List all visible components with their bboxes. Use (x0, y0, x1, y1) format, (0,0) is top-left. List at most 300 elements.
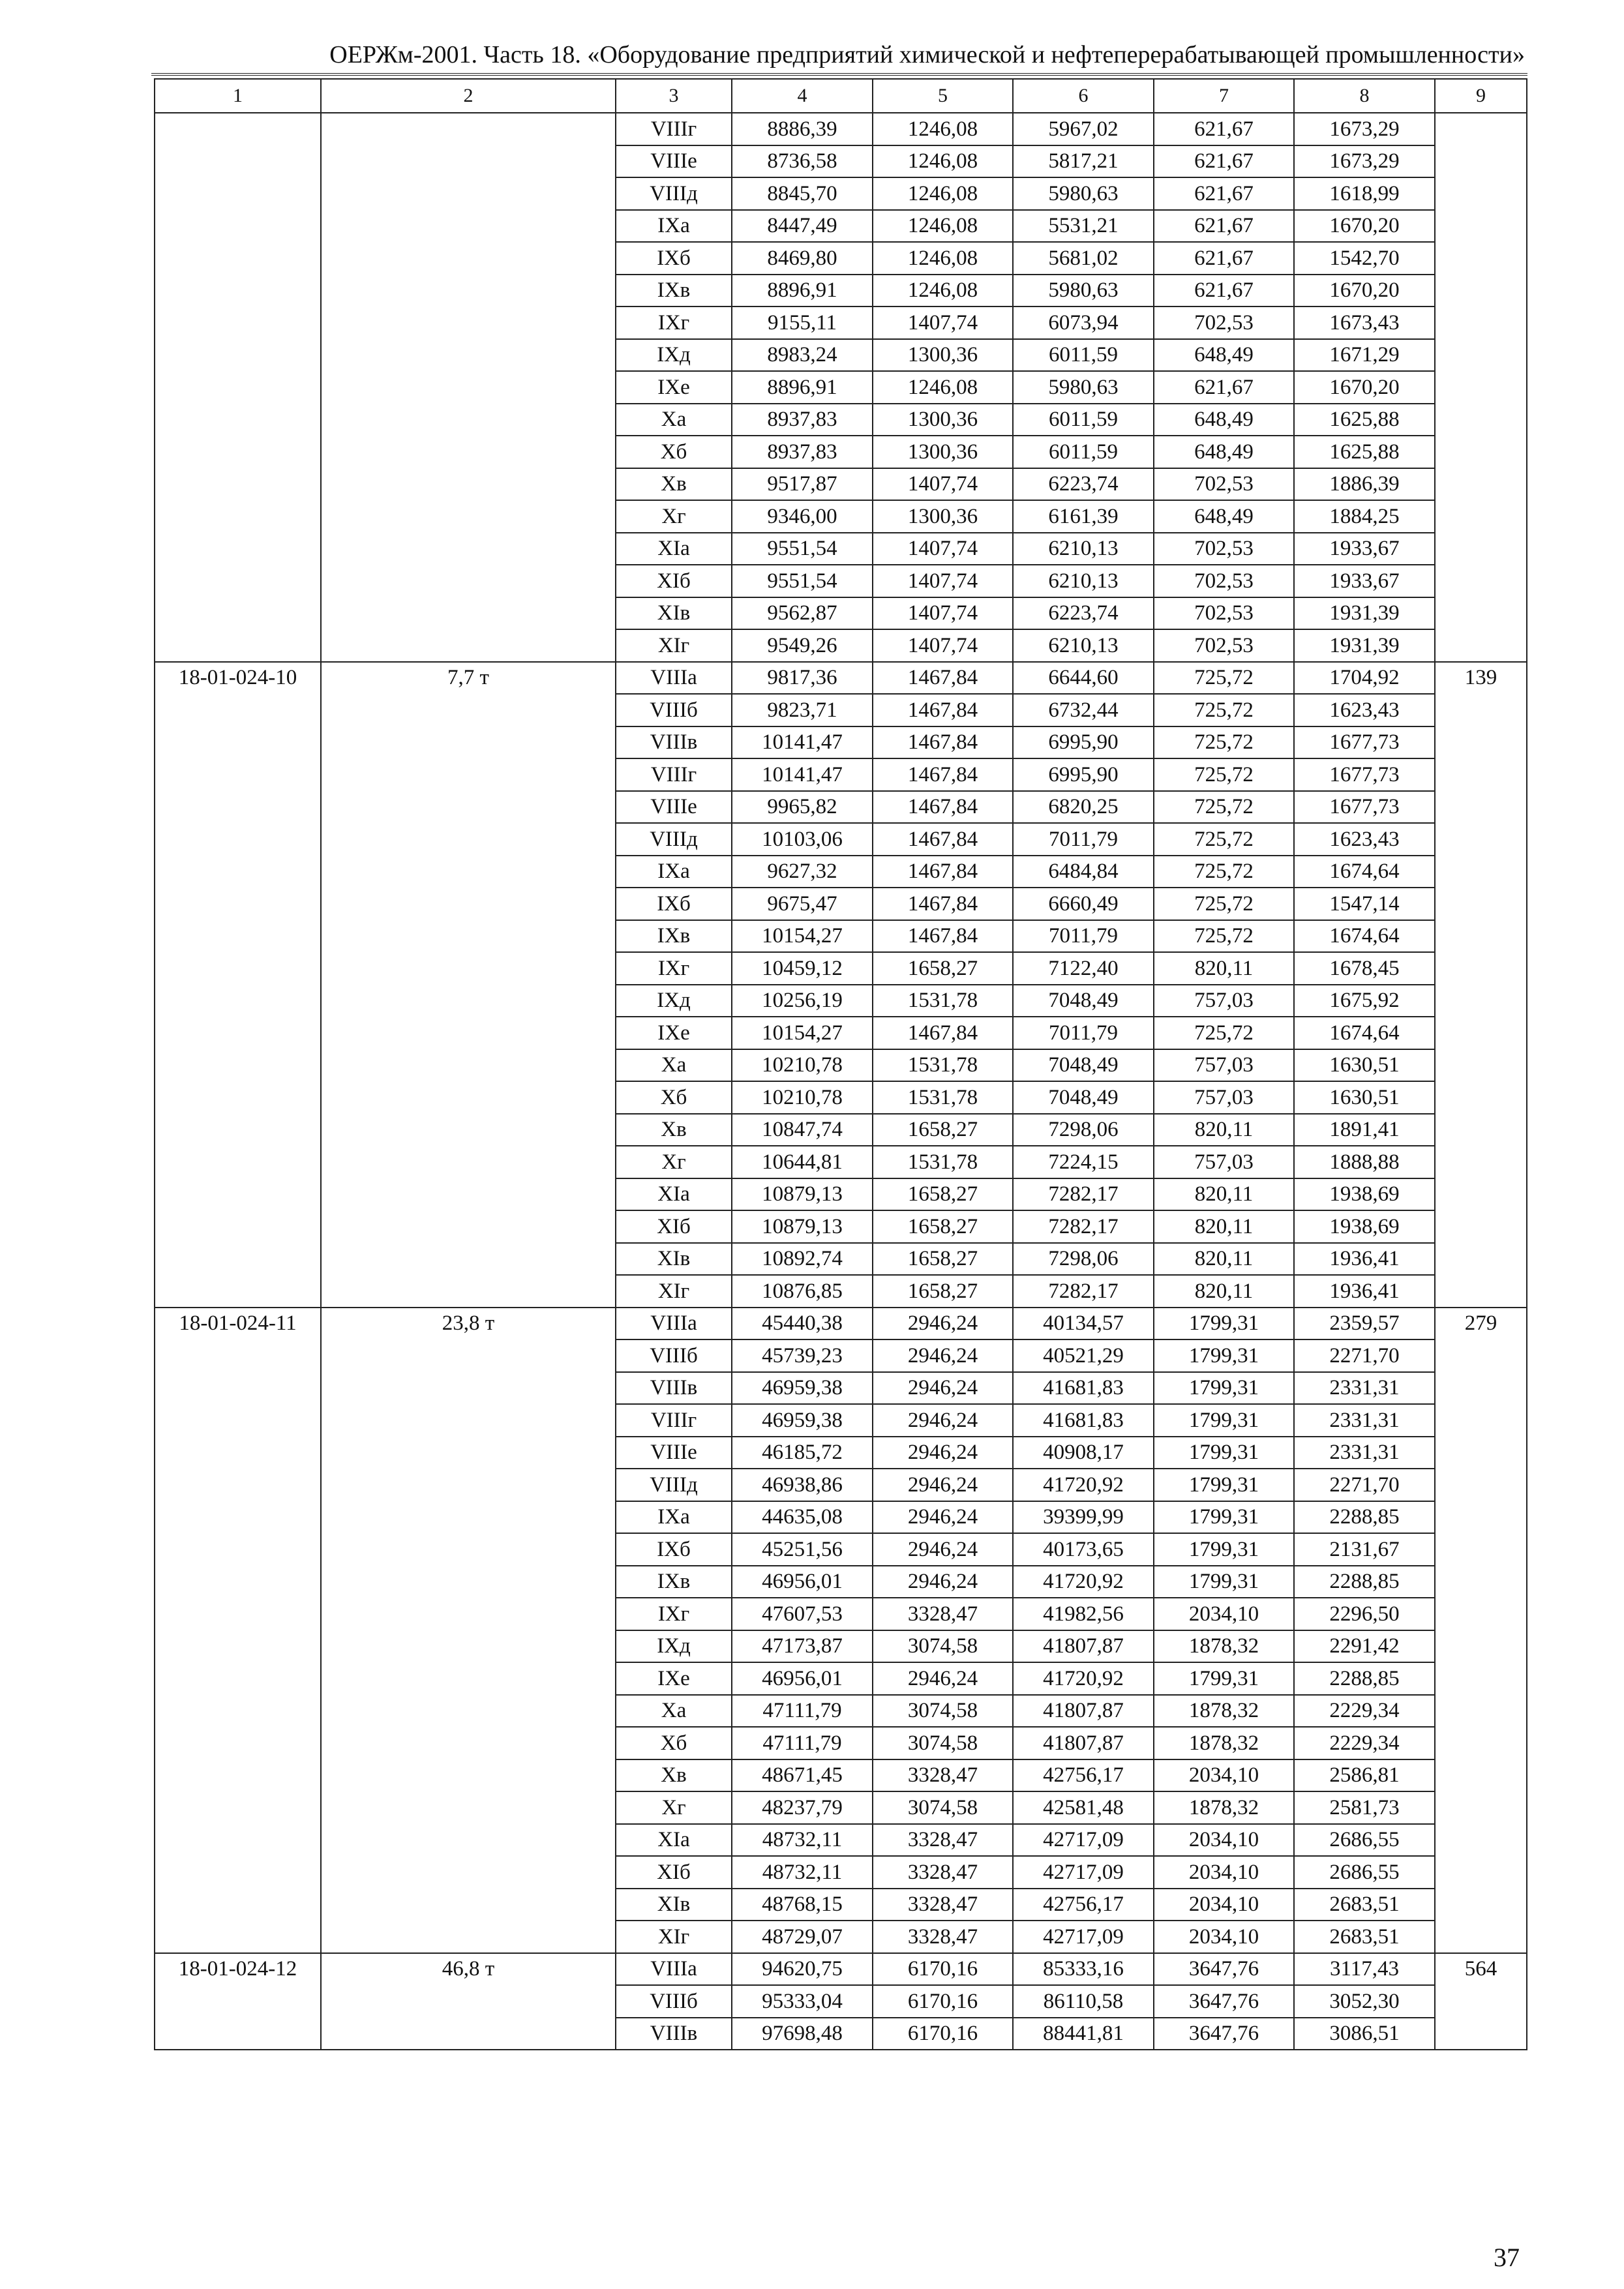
materials-cell: 1625,88 (1294, 404, 1435, 436)
category-cell: IXа (616, 210, 732, 243)
machinist-wages-cell: 1878,32 (1154, 1630, 1294, 1663)
machinist-wages-cell: 725,72 (1154, 856, 1294, 888)
total-cost-cell: 8983,24 (732, 339, 873, 372)
category-cell: XIг (616, 1275, 732, 1308)
machinist-wages-cell: 702,53 (1154, 468, 1294, 501)
machines-cell: 6223,74 (1013, 468, 1154, 501)
machines-cell: 6161,39 (1013, 500, 1154, 533)
category-cell: XIб (616, 565, 732, 597)
wages-cell: 3328,47 (873, 1889, 1013, 1921)
machines-cell: 6484,84 (1013, 856, 1154, 888)
total-cost-cell: 48732,11 (732, 1856, 873, 1889)
machines-cell: 7048,49 (1013, 1049, 1154, 1082)
machines-cell: 7224,15 (1013, 1146, 1154, 1178)
machines-cell: 6660,49 (1013, 888, 1154, 920)
machines-cell: 86110,58 (1013, 1985, 1154, 2018)
category-cell: VIIIд (616, 177, 732, 210)
wages-cell: 1407,74 (873, 468, 1013, 501)
total-cost-cell: 48729,07 (732, 1921, 873, 1953)
wages-cell: 3074,58 (873, 1727, 1013, 1759)
materials-cell: 1933,67 (1294, 533, 1435, 565)
materials-cell: 1671,29 (1294, 339, 1435, 372)
materials-cell: 2288,85 (1294, 1566, 1435, 1598)
materials-cell: 2331,31 (1294, 1437, 1435, 1469)
materials-cell: 1673,29 (1294, 145, 1435, 178)
mass-cell: 46,8 т (321, 1953, 616, 2050)
materials-cell: 1542,70 (1294, 242, 1435, 275)
materials-cell: 1888,88 (1294, 1146, 1435, 1178)
machinist-wages-cell: 725,72 (1154, 791, 1294, 824)
machines-cell: 7011,79 (1013, 823, 1154, 856)
materials-cell: 2288,85 (1294, 1501, 1435, 1534)
machinist-wages-cell: 621,67 (1154, 210, 1294, 243)
total-cost-cell: 45251,56 (732, 1533, 873, 1566)
materials-cell: 1673,43 (1294, 307, 1435, 339)
machines-cell: 7282,17 (1013, 1275, 1154, 1308)
machinist-wages-cell: 621,67 (1154, 177, 1294, 210)
machinist-wages-cell: 820,11 (1154, 1210, 1294, 1243)
column-header: 6 (1013, 79, 1154, 113)
category-cell: VIIIе (616, 791, 732, 824)
wages-cell: 1467,84 (873, 662, 1013, 695)
machines-cell: 5531,21 (1013, 210, 1154, 243)
category-cell: Xа (616, 1695, 732, 1728)
category-cell: VIIIб (616, 1339, 732, 1372)
materials-cell: 1670,20 (1294, 210, 1435, 243)
machines-cell: 41681,83 (1013, 1404, 1154, 1437)
column-header: 2 (321, 79, 616, 113)
total-cost-cell: 48237,79 (732, 1791, 873, 1824)
materials-cell: 1674,64 (1294, 920, 1435, 953)
machines-cell: 88441,81 (1013, 2018, 1154, 2050)
wages-cell: 2946,24 (873, 1469, 1013, 1501)
total-cost-cell: 10103,06 (732, 823, 873, 856)
wages-cell: 1300,36 (873, 339, 1013, 372)
machines-cell: 41982,56 (1013, 1598, 1154, 1630)
wages-cell: 1246,08 (873, 113, 1013, 145)
machinist-wages-cell: 702,53 (1154, 533, 1294, 565)
category-cell: IXг (616, 952, 732, 985)
total-cost-cell: 10256,19 (732, 985, 873, 1017)
total-cost-cell: 8896,91 (732, 371, 873, 404)
materials-cell: 1677,73 (1294, 726, 1435, 759)
materials-cell: 2296,50 (1294, 1598, 1435, 1630)
machines-cell: 41807,87 (1013, 1695, 1154, 1728)
machinist-wages-cell: 725,72 (1154, 726, 1294, 759)
machinist-wages-cell: 2034,10 (1154, 1856, 1294, 1889)
wages-cell: 1407,74 (873, 533, 1013, 565)
machinist-wages-cell: 648,49 (1154, 500, 1294, 533)
machinist-wages-cell: 702,53 (1154, 597, 1294, 630)
materials-cell: 2581,73 (1294, 1791, 1435, 1824)
category-cell: VIIIг (616, 1404, 732, 1437)
wages-cell: 1467,84 (873, 1017, 1013, 1049)
machines-cell: 7298,06 (1013, 1114, 1154, 1146)
wages-cell: 1467,84 (873, 726, 1013, 759)
machines-cell: 5681,02 (1013, 242, 1154, 275)
materials-cell: 1547,14 (1294, 888, 1435, 920)
materials-cell: 1936,41 (1294, 1243, 1435, 1276)
machines-cell: 5980,63 (1013, 371, 1154, 404)
machinist-wages-cell: 1799,31 (1154, 1372, 1294, 1405)
machinist-wages-cell: 2034,10 (1154, 1759, 1294, 1792)
total-cost-cell: 8896,91 (732, 275, 873, 307)
machines-cell: 5817,21 (1013, 145, 1154, 178)
category-cell: XIв (616, 1243, 732, 1276)
machines-cell: 7011,79 (1013, 920, 1154, 953)
category-cell: IXб (616, 1533, 732, 1566)
machines-cell: 85333,16 (1013, 1953, 1154, 1986)
wages-cell: 2946,24 (873, 1339, 1013, 1372)
wages-cell: 1467,84 (873, 694, 1013, 726)
total-cost-cell: 9817,36 (732, 662, 873, 695)
document-title: ОЕРЖм-2001. Часть 18. «Оборудование предприятий химической и нефтеперерабатывающей промышленности» (329, 41, 1525, 68)
wages-cell: 3328,47 (873, 1921, 1013, 1953)
machines-cell: 7122,40 (1013, 952, 1154, 985)
category-cell: VIIIе (616, 145, 732, 178)
wages-cell: 1658,27 (873, 1210, 1013, 1243)
machinist-wages-cell: 3647,76 (1154, 2018, 1294, 2050)
wages-cell: 3074,58 (873, 1630, 1013, 1663)
category-cell: XIг (616, 629, 732, 662)
wages-cell: 1467,84 (873, 791, 1013, 824)
wages-cell: 1467,84 (873, 920, 1013, 953)
running-header (151, 38, 1527, 76)
table-row (155, 1308, 1527, 1340)
category-cell: VIIIг (616, 758, 732, 791)
category-cell: Xг (616, 1146, 732, 1178)
category-cell: IXб (616, 242, 732, 275)
machines-cell: 5980,63 (1013, 275, 1154, 307)
total-cost-cell: 47607,53 (732, 1598, 873, 1630)
total-cost-cell: 44635,08 (732, 1501, 873, 1534)
materials-cell: 2359,57 (1294, 1308, 1435, 1340)
machines-cell: 39399,99 (1013, 1501, 1154, 1534)
materials-cell: 1933,67 (1294, 565, 1435, 597)
machinist-wages-cell: 820,11 (1154, 1243, 1294, 1276)
category-cell: XIа (616, 1824, 732, 1857)
column-number-row (155, 79, 1527, 113)
machines-cell: 42581,48 (1013, 1791, 1154, 1824)
wages-cell: 3074,58 (873, 1695, 1013, 1728)
total-cost-cell: 9517,87 (732, 468, 873, 501)
total-cost-cell: 47111,79 (732, 1695, 873, 1728)
category-cell: Xб (616, 436, 732, 468)
category-cell: VIIIд (616, 1469, 732, 1501)
machinist-wages-cell: 820,11 (1154, 1114, 1294, 1146)
labor-cost-cell: 279 (1435, 1308, 1527, 1953)
machines-cell: 7048,49 (1013, 985, 1154, 1017)
category-cell: Xг (616, 1791, 732, 1824)
category-cell: Xа (616, 404, 732, 436)
category-cell: XIб (616, 1210, 732, 1243)
machines-cell: 6011,59 (1013, 339, 1154, 372)
materials-cell: 2683,51 (1294, 1889, 1435, 1921)
machinist-wages-cell: 1799,31 (1154, 1437, 1294, 1469)
materials-cell: 1618,99 (1294, 177, 1435, 210)
wages-cell: 6170,16 (873, 2018, 1013, 2050)
machinist-wages-cell: 725,72 (1154, 694, 1294, 726)
total-cost-cell: 45739,23 (732, 1339, 873, 1372)
total-cost-cell: 8937,83 (732, 404, 873, 436)
materials-cell: 2271,70 (1294, 1339, 1435, 1372)
wages-cell: 1246,08 (873, 371, 1013, 404)
table-row (155, 1953, 1527, 1986)
category-cell: Xб (616, 1081, 732, 1114)
wages-cell: 1658,27 (873, 1243, 1013, 1276)
materials-cell: 1674,64 (1294, 1017, 1435, 1049)
wages-cell: 1467,84 (873, 888, 1013, 920)
machinist-wages-cell: 1878,32 (1154, 1791, 1294, 1824)
wages-cell: 1467,84 (873, 823, 1013, 856)
machines-cell: 6011,59 (1013, 404, 1154, 436)
machines-cell: 6073,94 (1013, 307, 1154, 339)
machines-cell: 42717,09 (1013, 1824, 1154, 1857)
machines-cell: 42756,17 (1013, 1889, 1154, 1921)
table-body (155, 113, 1527, 2050)
category-cell: VIIIа (616, 1308, 732, 1340)
total-cost-cell: 9627,32 (732, 856, 873, 888)
machinist-wages-cell: 757,03 (1154, 1146, 1294, 1178)
total-cost-cell: 48671,45 (732, 1759, 873, 1792)
column-header: 5 (873, 79, 1013, 113)
materials-cell: 3052,30 (1294, 1985, 1435, 2018)
total-cost-cell: 9155,11 (732, 307, 873, 339)
category-cell: VIIIб (616, 1985, 732, 2018)
category-cell: VIIIв (616, 726, 732, 759)
category-cell: VIIIа (616, 662, 732, 695)
machinist-wages-cell: 1799,31 (1154, 1339, 1294, 1372)
total-cost-cell: 46959,38 (732, 1404, 873, 1437)
machinist-wages-cell: 820,11 (1154, 1178, 1294, 1211)
wages-cell: 2946,24 (873, 1404, 1013, 1437)
column-header: 1 (155, 79, 321, 113)
materials-cell: 2291,42 (1294, 1630, 1435, 1663)
machinist-wages-cell: 757,03 (1154, 1049, 1294, 1082)
machines-cell: 40521,29 (1013, 1339, 1154, 1372)
machinist-wages-cell: 3647,76 (1154, 1985, 1294, 2018)
total-cost-cell: 45440,38 (732, 1308, 873, 1340)
mass-cell: 7,7 т (321, 662, 616, 1308)
category-cell: Xв (616, 1114, 732, 1146)
total-cost-cell: 48768,15 (732, 1889, 873, 1921)
machinist-wages-cell: 1799,31 (1154, 1308, 1294, 1340)
wages-cell: 1246,08 (873, 242, 1013, 275)
category-cell: IXв (616, 1566, 732, 1598)
machinist-wages-cell: 702,53 (1154, 565, 1294, 597)
category-cell: IXд (616, 985, 732, 1017)
machines-cell: 40908,17 (1013, 1437, 1154, 1469)
machinist-wages-cell: 725,72 (1154, 758, 1294, 791)
category-cell: Xа (616, 1049, 732, 1082)
materials-cell: 2331,31 (1294, 1404, 1435, 1437)
machines-cell: 7298,06 (1013, 1243, 1154, 1276)
total-cost-cell: 10876,85 (732, 1275, 873, 1308)
materials-cell: 1938,69 (1294, 1210, 1435, 1243)
total-cost-cell: 10459,12 (732, 952, 873, 985)
materials-cell: 2271,70 (1294, 1469, 1435, 1501)
wages-cell: 2946,24 (873, 1372, 1013, 1405)
wages-cell: 1658,27 (873, 1275, 1013, 1308)
category-cell: VIIIв (616, 1372, 732, 1405)
table-row (155, 113, 1527, 145)
price-table (154, 78, 1527, 2050)
materials-cell: 2686,55 (1294, 1856, 1435, 1889)
machinist-wages-cell: 621,67 (1154, 275, 1294, 307)
machinist-wages-cell: 725,72 (1154, 888, 1294, 920)
machinist-wages-cell: 725,72 (1154, 1017, 1294, 1049)
labor-cost-cell: 564 (1435, 1953, 1527, 2050)
machines-cell: 41720,92 (1013, 1662, 1154, 1695)
table-row (155, 662, 1527, 695)
total-cost-cell: 9346,00 (732, 500, 873, 533)
total-cost-cell: 8447,49 (732, 210, 873, 243)
materials-cell: 1670,20 (1294, 371, 1435, 404)
category-cell: Xг (616, 500, 732, 533)
wages-cell: 1531,78 (873, 1049, 1013, 1082)
materials-cell: 1886,39 (1294, 468, 1435, 501)
norm-code-cell: 18-01-024-10 (155, 662, 321, 1308)
materials-cell: 1673,29 (1294, 113, 1435, 145)
machinist-wages-cell: 820,11 (1154, 1275, 1294, 1308)
labor-cost-cell: 139 (1435, 662, 1527, 1308)
category-cell: IXа (616, 1501, 732, 1534)
machinist-wages-cell: 2034,10 (1154, 1889, 1294, 1921)
materials-cell: 1670,20 (1294, 275, 1435, 307)
wages-cell: 3328,47 (873, 1598, 1013, 1630)
total-cost-cell: 9551,54 (732, 533, 873, 565)
materials-cell: 2683,51 (1294, 1921, 1435, 1953)
machinist-wages-cell: 1799,31 (1154, 1662, 1294, 1695)
wages-cell: 1467,84 (873, 758, 1013, 791)
machinist-wages-cell: 757,03 (1154, 1081, 1294, 1114)
category-cell: IXе (616, 1662, 732, 1695)
wages-cell: 1300,36 (873, 500, 1013, 533)
machines-cell: 7282,17 (1013, 1178, 1154, 1211)
materials-cell: 1931,39 (1294, 597, 1435, 630)
machinist-wages-cell: 621,67 (1154, 242, 1294, 275)
wages-cell: 1300,36 (873, 436, 1013, 468)
wages-cell: 1246,08 (873, 210, 1013, 243)
materials-cell: 1630,51 (1294, 1081, 1435, 1114)
labor-cost-cell (1435, 113, 1527, 662)
total-cost-cell: 9562,87 (732, 597, 873, 630)
machines-cell: 40134,57 (1013, 1308, 1154, 1340)
total-cost-cell: 10141,47 (732, 726, 873, 759)
machinist-wages-cell: 2034,10 (1154, 1598, 1294, 1630)
wages-cell: 1407,74 (873, 565, 1013, 597)
machinist-wages-cell: 1799,31 (1154, 1501, 1294, 1534)
machinist-wages-cell: 702,53 (1154, 307, 1294, 339)
wages-cell: 6170,16 (873, 1953, 1013, 1986)
machines-cell: 7011,79 (1013, 1017, 1154, 1049)
category-cell: IXг (616, 307, 732, 339)
machines-cell: 42717,09 (1013, 1921, 1154, 1953)
machines-cell: 6820,25 (1013, 791, 1154, 824)
wages-cell: 1300,36 (873, 404, 1013, 436)
category-cell: IXе (616, 371, 732, 404)
materials-cell: 1936,41 (1294, 1275, 1435, 1308)
category-cell: XIв (616, 1889, 732, 1921)
materials-cell: 2686,55 (1294, 1824, 1435, 1857)
total-cost-cell: 47111,79 (732, 1727, 873, 1759)
total-cost-cell: 10154,27 (732, 920, 873, 953)
category-cell: VIIIе (616, 1437, 732, 1469)
total-cost-cell: 9549,26 (732, 629, 873, 662)
total-cost-cell: 10847,74 (732, 1114, 873, 1146)
total-cost-cell: 48732,11 (732, 1824, 873, 1857)
category-cell: VIIIв (616, 2018, 732, 2050)
norm-code-cell: 18-01-024-11 (155, 1308, 321, 1953)
machines-cell: 6644,60 (1013, 662, 1154, 695)
machines-cell: 41720,92 (1013, 1566, 1154, 1598)
wages-cell: 1467,84 (873, 856, 1013, 888)
materials-cell: 1884,25 (1294, 500, 1435, 533)
machinist-wages-cell: 621,67 (1154, 113, 1294, 145)
total-cost-cell: 10892,74 (732, 1243, 873, 1276)
machinist-wages-cell: 1878,32 (1154, 1727, 1294, 1759)
machinist-wages-cell: 757,03 (1154, 985, 1294, 1017)
category-cell: IXе (616, 1017, 732, 1049)
machines-cell: 40173,65 (1013, 1533, 1154, 1566)
wages-cell: 3328,47 (873, 1824, 1013, 1857)
materials-cell: 3086,51 (1294, 2018, 1435, 2050)
machines-cell: 41681,83 (1013, 1372, 1154, 1405)
total-cost-cell: 46956,01 (732, 1662, 873, 1695)
total-cost-cell: 10879,13 (732, 1178, 873, 1211)
total-cost-cell: 10154,27 (732, 1017, 873, 1049)
wages-cell: 2946,24 (873, 1533, 1013, 1566)
machines-cell: 41807,87 (1013, 1630, 1154, 1663)
materials-cell: 1630,51 (1294, 1049, 1435, 1082)
column-header: 3 (616, 79, 732, 113)
total-cost-cell: 8845,70 (732, 177, 873, 210)
category-cell: IXд (616, 339, 732, 372)
machinist-wages-cell: 2034,10 (1154, 1824, 1294, 1857)
category-cell: IXг (616, 1598, 732, 1630)
machines-cell: 7048,49 (1013, 1081, 1154, 1114)
machines-cell: 6210,13 (1013, 533, 1154, 565)
machinist-wages-cell: 1799,31 (1154, 1566, 1294, 1598)
column-header: 8 (1294, 79, 1435, 113)
machines-cell: 41720,92 (1013, 1469, 1154, 1501)
total-cost-cell: 10644,81 (732, 1146, 873, 1178)
materials-cell: 1623,43 (1294, 823, 1435, 856)
machinist-wages-cell: 621,67 (1154, 145, 1294, 178)
machines-cell: 6223,74 (1013, 597, 1154, 630)
total-cost-cell: 46959,38 (732, 1372, 873, 1405)
machinist-wages-cell: 648,49 (1154, 436, 1294, 468)
materials-cell: 2229,34 (1294, 1727, 1435, 1759)
materials-cell: 2131,67 (1294, 1533, 1435, 1566)
category-cell: VIIIг (616, 113, 732, 145)
materials-cell: 1623,43 (1294, 694, 1435, 726)
machines-cell: 6011,59 (1013, 436, 1154, 468)
wages-cell: 1531,78 (873, 1081, 1013, 1114)
wages-cell: 6170,16 (873, 1985, 1013, 2018)
machines-cell: 41807,87 (1013, 1727, 1154, 1759)
wages-cell: 1658,27 (873, 952, 1013, 985)
total-cost-cell: 46938,86 (732, 1469, 873, 1501)
machinist-wages-cell: 1799,31 (1154, 1404, 1294, 1437)
machinist-wages-cell: 648,49 (1154, 339, 1294, 372)
norm-code-cell: 18-01-024-12 (155, 1953, 321, 2050)
norm-code-cell (155, 113, 321, 662)
total-cost-cell: 9551,54 (732, 565, 873, 597)
category-cell: XIг (616, 1921, 732, 1953)
machines-cell: 42717,09 (1013, 1856, 1154, 1889)
wages-cell: 3328,47 (873, 1856, 1013, 1889)
